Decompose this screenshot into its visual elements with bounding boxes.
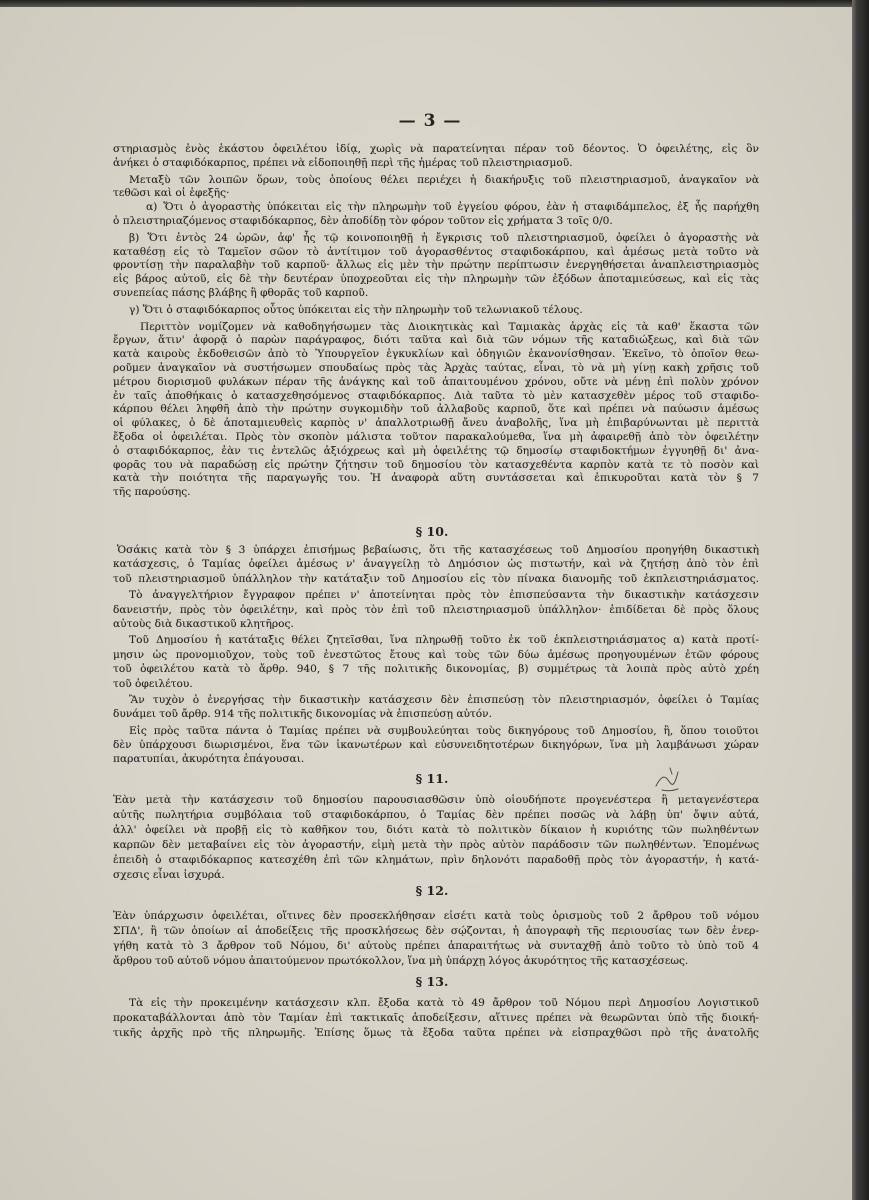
text-line: γ) Ὅτι ὁ σταφιδόκαρπος οὗτος ὑπόκειται εἰς τὴν πληρωμὴν τοῦ τελωνιακοῦ τέλους. (129, 303, 583, 316)
handwritten-mark (648, 764, 688, 794)
text-line: Τοῦ Δημοσίου ἡ κατάταξις θέλει ζητεῖσθαι, ἵνα πληρωθῇ τοῦτο ἐκ τοῦ ἐκπλειστηριάσματος α) κατὰ προτί- (129, 634, 759, 647)
text-line: κατὰ τὴν ποιότητα τῆς παραγωγῆς του. Ἡ ἀναφορὰ αὕτη συντάσσεται καὶ ἐπικυροῦται κατὰ τὸν § 7 (113, 472, 759, 485)
text-line: αὐτῆς πωλητήρια συμβόλαια τοῦ σταφιδοκάρπου, ὁ Ταμίας δὲν πρέπει ποσῶς νὰ λάβῃ ὑπ' ὄψιν αὐτά, (113, 809, 759, 821)
text-line: ἔξοδα οἱ ὀφειλέται. Πρὸς τὸν σκοπὸν μάλιστα τοῦτον παρακαλούμεθα, ἵνα μὴ ἀφαιρεθῇ ἀπὸ τὸν ὀφειλέτην (113, 430, 759, 443)
text-line: α) Ὅτι ὁ ἀγοραστὴς ὑπόκειται εἰς τὴν πληρωμὴν τοῦ ἐγγείου φόρου, ἐὰν ἡ σταφιδάμπελος, ἐξ ἧς παρήχθη (146, 201, 759, 214)
section-13-text (113, 996, 760, 1041)
text-line: κάρπου θέλει ληφθῆ ἀπὸ τὴν πρώτην συγκομιδὴν τοῦ ἀλλαβοῦς καρποῦ, ὅτε καὶ πρέπει νὰ παύωσιν ἀμέσως (113, 403, 759, 416)
text-line: φροντίσῃ τὴν παραλαβὴν τοῦ καρποῦ· ἄλλως εἰς μὲν τὴν πρώτην περίπτωσιν ἐνεργηθήσεται ἀναπλειστηριασμὸς (113, 259, 759, 272)
text-line: Τὰ εἰς τὴν προκειμένην κατάσχεσιν κλπ. ἔξοδα κατὰ τὸ 49 ἄρθρον τοῦ Νόμου περὶ Δημοσίου Λογιστικοῦ (129, 997, 759, 1009)
section-heading: § 12. (415, 883, 449, 898)
text-line: ἀνήκει ὁ σταφιδόκαρπος, πρέπει νὰ εἰδοποιηθῇ περὶ τῆς ἡμέρας τοῦ πλειστηριασμοῦ. (113, 156, 573, 169)
section-heading: § 10. (415, 524, 449, 539)
text-line: Ἂν τυχὸν ὁ ἐνεργήσας τὴν δικαστικὴν κατάσχεσιν δὲν ἐπισπεύσῃ τὸν πλειστηριασμόν, ὀφείλει ὁ Ταμίας (129, 693, 759, 706)
text-line: ἐν ταῖς ἀποθήκαις ὁ κατασχεθησόμενος σταφιδόκαρπος. Διὰ ταῦτα τὸ μὲν κατασχεθὲν μέρος τοῦ σταφιδο- (113, 389, 759, 402)
text-line: ὁ πλειστηριαζόμενος σταφιδόκαρπος, δὲν ἀποδίδῃ τὸν φόρον τοῦτον εἰς χρήματα 3 τοῖς 0/0. (113, 214, 613, 227)
scan-edge-top (0, 0, 852, 7)
text-line: Ἐὰν ὑπάρχωσιν ὀφειλέται, οἵτινες δὲν προσεκλήθησαν εἰσέτι κατὰ τοὺς ὁρισμοὺς τοῦ 2 ἄρθρου τοῦ νόμου (113, 910, 759, 922)
text-line: δανειστήν, πρὸς τὸν ὀφειλέτην, καὶ πρὸς τὸν ἐπὶ τοῦ πλειστηριασμοῦ ὑπάλληλον· ἐπιδίδεται δὲ πρὸς ὅλους (113, 603, 759, 616)
text-line: τοῦ πλειστηριασμοῦ ὑπάλληλον τὴν κατάταξιν τοῦ Δημοσίου εἰς τὸν πίνακα διανομῆς τοῦ ἐκπλειστηριάσματος. (113, 572, 759, 585)
text-line: ἀλλ' ὀφείλει νὰ προβῇ εἰς τὸ καθῆκον του, διότι κατὰ τὸ πολιτικὸν δίκαιον ἡ κυριότης τῶν πωληθέντων (113, 824, 759, 836)
text-line: Ἐὰν μετὰ τὴν κατάσχεσιν τοῦ δημοσίου παρουσιασθῶσιν ὑπὸ οἱουδήποτε προγενέστερα ἢ μεταγενέστερα (113, 794, 759, 806)
text-line: στηριασμὸς ἑνὸς ἑκάστου ὀφειλέτου ἰδίᾳ, χωρὶς νὰ παρατείνηται πέραν τοῦ δέοντος. Ὁ ὀφειλέτης, εἰς ὃν (113, 143, 759, 155)
scan-edge-right (852, 0, 869, 1200)
text-line: προκαταβάλλονται ἀπὸ τὸν Ταμίαν ἐπὶ τακτικαῖς ἀποδείξεσιν, αἵτινες πρέπει νὰ θεωρῶνται ὑπὸ τῆς διοική- (113, 1012, 759, 1024)
text-line: δὲν ὑπάρχουσι διωρισμένοι, ἕνα τῶν ἱκανωτέρων καὶ εὐσυνειδητοτέρων δικηγόρων, ἵνα μὴ λαμβάνωσι χώραν (113, 739, 759, 752)
page-number: — 3 — (398, 111, 462, 131)
text-line: τικῆς ἀρχῆς πρὸ τῆς πληρωμῆς. Ἐπίσης ὅμως τὰ ἔξοδα ταῦτα πρέπει νὰ εἰσπραχθῶσι πρὸ τῆς ἀνατολῆς (113, 1027, 759, 1039)
intro-text (113, 143, 760, 500)
text-line: μησιν ὡς προνομιοῦχον, τοὺς τοῦ ἐνεστῶτος ἔτους καὶ τοὺς τῶν δύω ἀμέσως προηγουμένων ἐτῶν φόρους (113, 648, 759, 661)
text-line: συνεπείας πάσης βλάβης ἢ φθορᾶς τοῦ καρποῦ. (113, 286, 369, 299)
text-line: ΣΠΔ', ἢ τῶν ὁποίων αἱ ἀποδείξεις τῆς προσκλήσεως δὲν σῴζονται, ἡ ἀπογραφὴ τῆς περιουσίας των δὲν ἐνερ- (113, 925, 759, 937)
text-line: Τὸ ἀναγγελτήριον ἔγγραφον πρέπει ν' ἀποτείνηται πρὸς τὸν ἐπισπεύσαντα τὴν δικαστικὴν κατάσχεσιν (129, 589, 759, 602)
text-line: Περιττὸν νομίζομεν νὰ καθοδηγήσωμεν τὰς Διοικητικὰς καὶ Ταμιακὰς ἀρχὰς εἰς τὰ καθ' ἕκαστα τῶν (140, 320, 759, 333)
text-line: μέτρου διορισμοῦ φυλάκων πέραν τῆς ἀνάγκης καὶ τοῦ ἀπαιτουμένου χρόνου, οὔτε νὰ μένῃ ἐπὶ πολὺν χρόνον (113, 375, 759, 388)
text-line: κατάσχεσις, ὁ Ταμίας ὀφείλει ἀμέσως ν' ἀναγγείλῃ τὸ Δημόσιον ὡς πιστωτήν, καὶ νὰ ζητήσῃ ἀπὸ τὸν ἐπὶ (113, 558, 759, 571)
section-10-text (113, 543, 760, 767)
section-heading: § 11. (415, 771, 449, 786)
text-line: Ὁσάκις κατὰ τὸν § 3 ὑπάρχει ἐπισήμως βεβαίωσις, ὅτι τῆς κατασχέσεως τοῦ Δημοσίου προηγήθη δικαστικὴ (117, 544, 759, 556)
text-line: αὐτοὺς διὰ δικαστικοῦ κλητῆρος. (113, 617, 294, 630)
text-line: εἰς βάρος αὐτοῦ, εἰς δὲ τὴν δευτέραν ὑποχρεοῦται εἰς τὴν πληρωμὴν τῶν ἐξόδων ἀποταμιεύσεως, καὶ εἰς τὰς (113, 273, 759, 286)
text-line: καρπῶν δὲν μεταβαίνει εἰς τὸν ἀγοραστήν, εἰμὴ μετὰ τὴν πρὸς αὐτὸν παράδοσιν τῶν πωληθέντων. Ἐπομένως (113, 839, 760, 851)
section-heading: § 13. (415, 974, 449, 989)
text-line: τεθῶσι καὶ οἱ ἑφεξῆς· (113, 187, 230, 200)
text-line: παρατυπίαι, ἀκυρότητα ἐπάγουσαι. (113, 753, 305, 766)
text-line: ἐπειδὴ ὁ σταφιδόκαρπος κατεσχέθη ἐπὶ τῶν κλημάτων, πρὶν δηλονότι παραδοθῇ πρὸς τὸν ἀγοραστήν, ἡ κατά- (113, 854, 759, 866)
text-line: Εἰς πρὸς ταῦτα πάντα ὁ Ταμίας πρέπει νὰ συμβουλεύηται τοὺς δικηγόρους τοῦ Δημοσίου, ἢ, ὅπου τοιοῦτοι (129, 724, 759, 737)
text-line: κατὰ καιροὺς ἐκδοθεισῶν ἀπὸ τὸ Ὑπουργεῖον ἐγκυκλίων καὶ ὁδηγιῶν ἐκανονίσθησαν. Ἐκεῖνο, τὸ ὁποῖον θεω- (113, 348, 759, 361)
text-line: ἄρθρου τοῦ αὐτοῦ νόμου ἀπαιτούμενον πρωτόκολλον, ἵνα μὴ ὑπάρχῃ λόγος ἀκυρότητος τῆς κατασχέσεως. (113, 955, 689, 967)
text-line: γήθη κατὰ τὸ 3 ἄρθρον τοῦ Νόμου, δι' αὐτοὺς πρέπει ἀπαραιτήτως νὰ συνταχθῇ ἀπὸ τοῦτο τὸ ὑπὸ τοῦ 4 (113, 940, 759, 952)
text-line: β) Ὅτι ἐντὸς 24 ὡρῶν, ἀφ' ἧς τῷ κοινοποιηθῇ ἡ ἔγκρισις τοῦ πλειστηριασμοῦ, ὀφείλει ὁ ἀγοραστὴς νὰ (129, 231, 760, 244)
text-line: τοῦ ὀφειλέτου κατὰ τὸ ἄρθρ. 940, § 7 τῆς πολιτικῆς δικονομίας, β) συμμέτρως τὰ λοιπὰ πρὸς αὐτὸ χρέη (113, 663, 759, 676)
text-line: τῆς παρούσης. (113, 486, 191, 499)
text-line: Μεταξὺ τῶν λοιπῶν ὅρων, τοὺς ὁποίους θέλει περιέχει ἡ διακήρυξις τοῦ πλειστηριασμοῦ, ἀναγκαῖον νὰ (129, 173, 759, 186)
text-line: σχεσις εἶναι ἰσχυρά. (113, 869, 225, 881)
text-line: καταθέσῃ εἰς τὸ Ταμεῖον σῶον τὸ ἀντίτιμον τοῦ ἀγορασθέντος σταφιδοκάρπου, καὶ ἀμέσως μετὰ τοῦτο νὰ (113, 245, 759, 258)
text-line: φορᾶς του νὰ παραδώσῃ εἰς πρώτην ζήτησιν τοῦ δημοσίου τὸν κατασχεθέντα καρπὸν κατὰ τε τὸ ποσὸν καὶ (113, 458, 759, 471)
text-line: οἱ φύλακες, ὁ δὲ ἀποταμιευθεὶς καρπὸς ν' ἀπαλλοτριωθῇ ἄνευ ἀναβολῆς, ἵνα μὴ ἐπιβαρύνωνται μὲ περιττὰ (113, 417, 759, 430)
text-line: ροῦμεν ἀναγκαῖον νὰ συστήσωμεν σπουδαίως πρὸς τὰς Ἀρχὰς ταύτας, εἶναι, τὸ νὰ μὴ γίνῃ κακὴ χρῆσις τοῦ (113, 361, 759, 374)
text-line: ὁ σταφιδόκαρπος, ἐὰν τις ἐντελῶς ἀξιόχρεως καὶ μὴ ὀφειλέτης τῷ δημοσίῳ σταφιδοκτήμων ἐγγυηθῇ δι' ἀνα- (113, 444, 759, 457)
section-11-text (113, 793, 760, 883)
text-line: τοῦ ὀφειλέτου. (113, 677, 193, 690)
text-line: δυνάμει τοῦ ἄρθρ. 914 τῆς πολιτικῆς δικονομίας νὰ ἐπισπεύσῃ αὐτόν. (113, 708, 492, 721)
section-12-text (113, 909, 760, 969)
text-line: ἔργων, ἅτιν' ἀφορᾷ ὁ παρὼν παράγραφος, διότι ταῦτα καὶ διὰ τῶν νόμων τῆς καταδιώξεως, καὶ διὰ τῶν (113, 334, 759, 347)
